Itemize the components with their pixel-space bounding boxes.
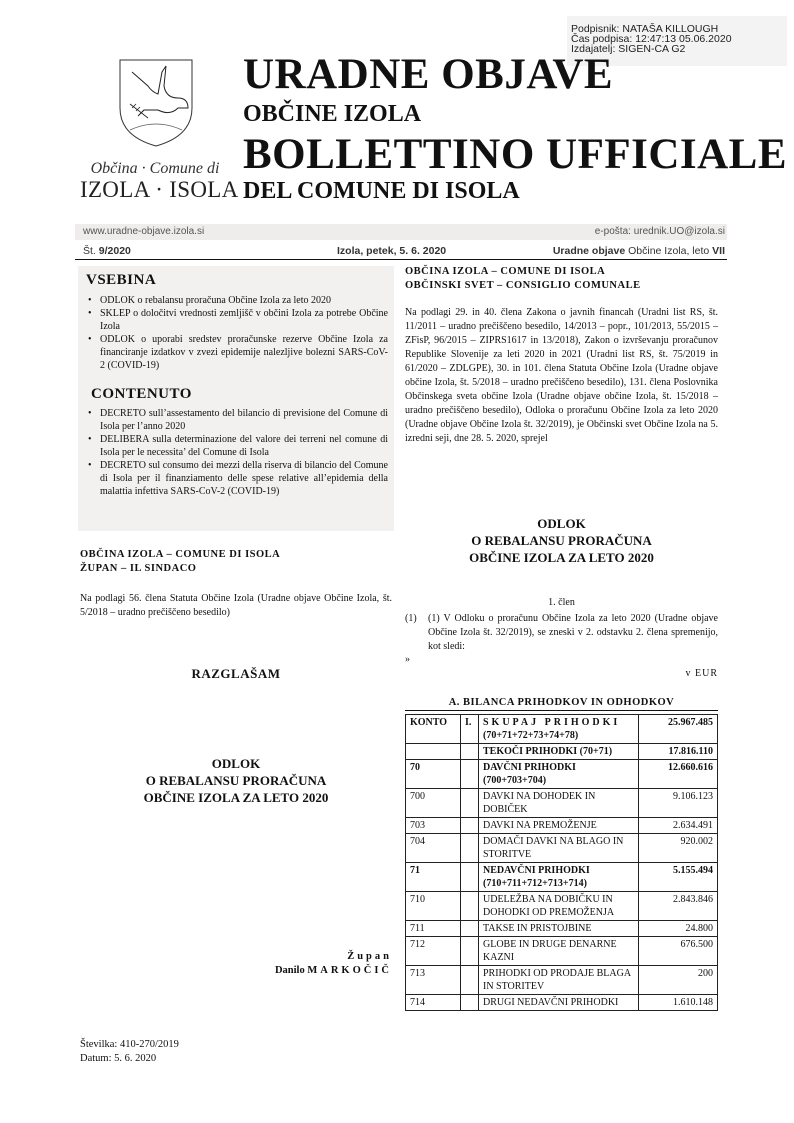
row-label: UDELEŽBA NA DOBIČKU IN DOHODKI OD PREMOŽENJA	[483, 894, 615, 918]
masthead-title-it: BOLLETTINO UFFICIALE	[243, 131, 788, 178]
class-cell	[461, 892, 479, 921]
label-cell	[479, 995, 639, 1011]
currency-label: v EUR	[685, 668, 718, 679]
table-of-contents	[78, 266, 394, 531]
signer-last-name: MARKOČIČ	[307, 965, 392, 976]
toc-item[interactable]: • DECRETO sull’assestamento del bilancio di previsione del Comune di Isola per l’anno 2020	[86, 407, 388, 433]
odlok-title-line: OBČINE IZOLA ZA LETO 2020	[469, 550, 654, 565]
odlok-title-line: ODLOK	[211, 756, 261, 771]
signer-role: Župan	[347, 951, 392, 962]
table-row	[406, 937, 718, 966]
mayor-heading: ŽUPAN – IL SINDACO	[80, 563, 197, 574]
value-cell: 5.155.494	[639, 863, 718, 892]
contact-bar	[75, 224, 727, 240]
toc-item[interactable]: • DELIBERA sulla determinazione del valore dei terreni nel comune di Isola per le necessita’ del Comune di Isola	[86, 433, 388, 459]
value-cell: 12.660.616	[639, 760, 718, 789]
row-sublabel: (710+711+712+713+714)	[483, 878, 587, 889]
table-row	[406, 744, 718, 760]
konto-cell: 70	[406, 760, 461, 789]
signature-issuer: Izdajatelj: SIGEN-CA G2	[571, 43, 686, 55]
row-label: SKUPAJ PRIHODKI	[483, 717, 621, 728]
konto-cell: 712	[406, 937, 461, 966]
toc-heading-sl: VSEBINA	[86, 272, 157, 288]
konto-cell: 703	[406, 818, 461, 834]
class-cell	[461, 966, 479, 995]
council-intro: Na podlagi 29. in 40. člena Zakona o javnih financah (Uradni list RS, št. 11/2011 – uradno prečiščeno besedilo, 14/2013 – popr., 101/2013, 55/2015 – ZFisP, 96/2015 – ZIPRS1617 in 13/2018), Zakon o izvrševanju proračunov Republike Slovenije za leti 2020 in 2021 (Uradni list RS, št. 75/2019 in 61/2020 – ZDLGPE), 30. in 101. člena Statuta Občine Izola (Uradne objave občine Izola, št. 5/2018 – uradno prečiščeno besedilo), 131. člena Poslovnika Občinskega sveta občine Izola (Uradne objave občine Izola, št. 15/2018 – uradno prečiščeno besedilo), Odloka o proračunu Občine Izola za leto 2020 (Uradne objave Občine Izola št. 32/2019), je Občinski svet Občine Izola na 5. izredni seji, dne 28. 5. 2020, sprejel	[405, 307, 718, 444]
value-cell: 920.002	[639, 834, 718, 863]
label-cell	[479, 892, 639, 921]
table-row	[406, 921, 718, 937]
table-title: A. BILANCA PRIHODKOV IN ODHODKOV	[405, 697, 718, 711]
paragraph-text: (1) V Odloku o proračunu Občine Izola za leto 2020 (Uradne objave Občine Izola št. 32/2019), se zneski v 2. odstavku 2. člena spremenijo, kot sledi:	[428, 613, 718, 652]
konto-cell: 714	[406, 995, 461, 1011]
email-link[interactable]: e-pošta: urednik.UO@izola.si	[594, 226, 725, 237]
quote-mark: »	[405, 654, 410, 665]
value-cell: 200	[639, 966, 718, 995]
toc-item[interactable]: • ODLOK o uporabi sredstev proračunske rezerve Občine Izola za financiranje izdatkov v zvezi epidemije nalezljive bolezni SARS-CoV-2 (COVID-19)	[86, 333, 388, 372]
publication-year: VII	[712, 245, 725, 257]
dove-crest-icon	[118, 58, 194, 148]
publication-name: Uradne objave	[552, 245, 626, 257]
konto-cell: 710	[406, 892, 461, 921]
konto-cell: 71	[406, 863, 461, 892]
value-cell: 9.106.123	[639, 789, 718, 818]
row-sublabel: (70+71+72+73+74+78)	[483, 730, 579, 741]
toc-heading-it: CONTENUTO	[91, 386, 192, 402]
issue-prefix: Št.	[83, 245, 99, 257]
row-sublabel: (700+703+704)	[483, 775, 547, 786]
class-cell	[461, 863, 479, 892]
signer-name	[80, 964, 392, 978]
konto-cell	[406, 744, 461, 760]
toc-item[interactable]: • DECRETO sul consumo dei mezzi della riserva di bilancio del Comune di Isola per il finanziamento delle spese relative all’epidemia della malattia infettiva SARS-CoV-2 (COVID-19)	[86, 459, 388, 498]
value-cell: 17.816.110	[639, 744, 718, 760]
odlok-title-line: O REBALANSU PRORAČUNA	[145, 773, 327, 788]
council-heading: OBČINSKI SVET – CONSIGLIO COMUNALE	[405, 280, 641, 291]
class-cell	[461, 760, 479, 789]
class-cell: I.	[461, 715, 479, 744]
logo-subtitle: Občina · Comune di	[90, 160, 220, 177]
table-row	[406, 892, 718, 921]
row-label: DAVKI NA PREMOŽENJE	[483, 820, 597, 831]
signer-first-name: Danilo	[274, 965, 308, 976]
toc-item[interactable]: • ODLOK o rebalansu proračuna Občine Izola za leto 2020	[86, 294, 388, 307]
mayor-intro: Na podlagi 56. člena Statuta Občine Izola (Uradne objave Občine Izola, št. 5/2018 – uradno prečiščeno besedilo)	[80, 593, 392, 618]
konto-cell: 700	[406, 789, 461, 818]
municipality-heading: OBČINA IZOLA – COMUNE DI ISOLA	[405, 266, 606, 277]
masthead-title-sl: URADNE OBJAVE	[243, 51, 614, 98]
signature-block	[80, 950, 392, 978]
class-cell	[461, 818, 479, 834]
logo-name: IZOLA · ISOLA	[80, 177, 239, 202]
table-row	[406, 995, 718, 1011]
row-label: NEDAVČNI PRIHODKI	[483, 865, 590, 876]
row-label: TEKOČI PRIHODKI (70+71)	[483, 746, 613, 757]
konto-cell: 704	[406, 834, 461, 863]
issue-number	[83, 245, 131, 257]
row-label: DRUGI NEDAVČNI PRIHODKI	[483, 997, 619, 1008]
signature-signer: Podpisnik: NATAŠA KILLOUGH	[571, 23, 719, 35]
label-cell	[479, 818, 639, 834]
signature-time: Čas podpisa: 12:47:13 05.06.2020	[571, 33, 732, 45]
row-label: DAVČNI PRIHODKI	[483, 762, 576, 773]
issue-bar	[75, 243, 727, 260]
document-number: Številka: 410-270/2019	[80, 1039, 179, 1050]
value-cell: 676.500	[639, 937, 718, 966]
website-link[interactable]: www.uradne-objave.izola.si	[83, 226, 205, 237]
value-cell: 2.634.491	[639, 818, 718, 834]
label-cell	[479, 937, 639, 966]
paragraph-number: (1)	[405, 613, 417, 624]
table-row	[406, 789, 718, 818]
row-label: GLOBE IN DRUGE DENARNE KAZNI	[483, 939, 617, 963]
toc-list-it	[86, 407, 388, 498]
row-label: PRIHODKI OD PRODAJE BLAGA IN STORITEV	[483, 968, 631, 992]
publication-info	[553, 245, 725, 257]
class-cell	[461, 834, 479, 863]
toc-item[interactable]: • SKLEP o določitvi vrednosti zemljišč v občini Izola za potrebe Občine Izola	[86, 307, 388, 333]
issue-number-value: 9/2020	[98, 245, 131, 257]
row-label: DAVKI NA DOHODEK IN DOBIČEK	[483, 791, 596, 815]
row-label: TAKSE IN PRISTOJBINE	[483, 923, 592, 934]
table-row	[406, 715, 718, 744]
publication-rest: Občine Izola, leto	[625, 245, 713, 257]
class-cell	[461, 937, 479, 966]
class-cell	[461, 995, 479, 1011]
label-cell	[479, 834, 639, 863]
label-cell	[479, 921, 639, 937]
table-row	[406, 760, 718, 789]
odlok-title-line: OBČINE IZOLA ZA LETO 2020	[143, 790, 329, 805]
masthead-subtitle-sl: OBČINE IZOLA	[243, 101, 422, 127]
odlok-title-line: ODLOK	[537, 516, 586, 531]
article-heading: 1. člen	[548, 597, 575, 608]
masthead-subtitle-it: DEL COMUNE DI ISOLA	[243, 178, 520, 204]
label-cell	[479, 966, 639, 995]
label-cell	[479, 863, 639, 892]
value-cell: 25.967.485	[639, 715, 718, 744]
value-cell: 1.610.148	[639, 995, 718, 1011]
class-cell	[461, 921, 479, 937]
council-header	[405, 265, 641, 293]
class-cell	[461, 789, 479, 818]
document-reference	[80, 1038, 179, 1066]
odlok-title-line: O REBALANSU PRORAČUNA	[471, 533, 652, 548]
odlok-title-left	[80, 755, 392, 806]
table-row	[406, 818, 718, 834]
document-date: Datum: 5. 6. 2020	[80, 1053, 157, 1064]
label-cell	[479, 760, 639, 789]
value-cell: 2.843.846	[639, 892, 718, 921]
konto-cell: KONTO	[406, 715, 461, 744]
label-cell	[479, 715, 639, 744]
mayor-header	[80, 548, 280, 576]
table-row	[406, 834, 718, 863]
place-date: Izola, petek, 5. 6. 2020	[337, 245, 447, 257]
class-cell	[461, 744, 479, 760]
label-cell	[479, 744, 639, 760]
razglasam-heading: RAZGLAŠAM	[191, 666, 281, 681]
toc-list-sl	[86, 294, 388, 372]
row-label: DOMAČI DAVKI NA BLAGO IN STORITVE	[483, 836, 624, 860]
table-row	[406, 966, 718, 995]
budget-table	[405, 714, 718, 1011]
label-cell	[479, 789, 639, 818]
konto-cell: 711	[406, 921, 461, 937]
municipality-heading: OBČINA IZOLA – COMUNE DI ISOLA	[80, 549, 281, 560]
value-cell: 24.800	[639, 921, 718, 937]
table-row	[406, 863, 718, 892]
konto-cell: 713	[406, 966, 461, 995]
odlok-title-right	[405, 515, 718, 566]
